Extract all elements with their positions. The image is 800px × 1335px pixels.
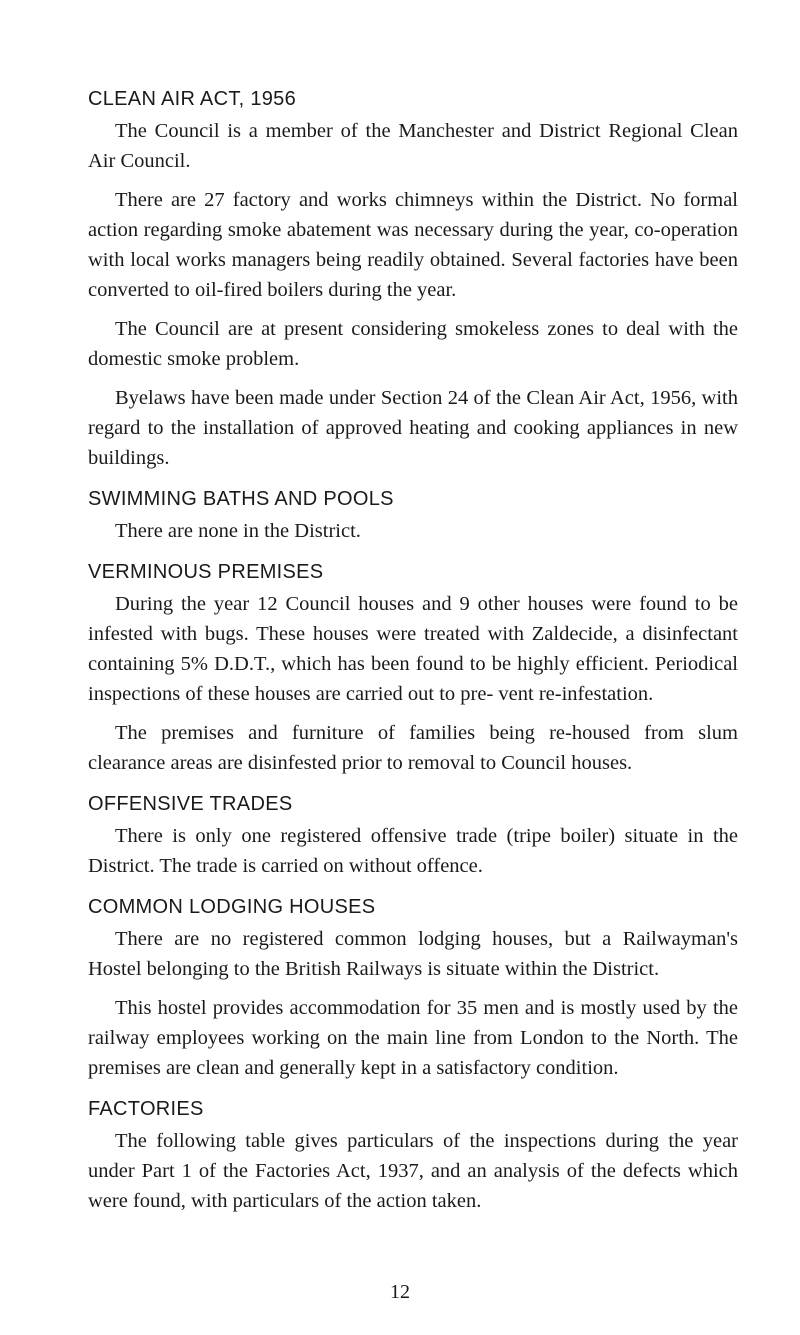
section-factories [88,1092,738,1216]
section-heading: COMMON LODGING HOUSES [88,896,376,918]
paragraph: The premises and furniture of families being re-housed from slum clearance areas are disinfested prior to removal to Council houses. [88,722,738,774]
paragraph: The Council is a member of the Manchester and District Regional Clean Air Council. [88,120,738,172]
section-heading: VERMINOUS PREMISES [88,561,324,583]
paragraph: There are none in the District. [115,520,361,542]
paragraph: Byelaws have been made under Section 24 of the Clean Air Act, 1956, with regard to the installation of approved heating and cooking appliances in new buildings. [88,387,738,469]
paragraph: There are no registered common lodging houses, but a Railwayman's Hostel belonging to the British Railways is situate within the District. [88,928,738,980]
section-swimming-baths [88,482,738,546]
section-heading: CLEAN AIR ACT, 1956 [88,88,297,110]
paragraph: There are 27 factory and works chimneys within the District. No formal action regarding smoke abatement was necessary during the year, co-operation with local works managers being readily obtained. Several factories have been converted to oil-fired boilers during the year. [88,189,738,301]
section-verminous-premises [88,555,738,778]
section-clean-air-act [88,82,738,473]
paragraph: During the year 12 Council houses and 9 other houses were found to be infested with bugs. These houses were treated with Zaldecide, a disinfectant containing 5% D.D.T., which has been found to be highly efficient. Periodical inspections of these houses are carried out to pre- vent re-infestation. [88,593,738,705]
section-heading: SWIMMING BATHS AND POOLS [88,488,394,510]
document-page [88,82,738,1225]
page-number: 12 [390,1281,410,1303]
paragraph: The Council are at present considering smokeless zones to deal with the domestic smoke problem. [88,318,738,370]
paragraph: There is only one registered offensive trade (tripe boiler) situate in the District. The trade is carried on without offence. [88,825,738,877]
section-heading: FACTORIES [88,1098,204,1120]
paragraph: The following table gives particulars of the inspections during the year under Part 1 of the Factories Act, 1937, and an analysis of the defects which were found, with particulars of the action taken. [88,1130,738,1212]
section-heading: OFFENSIVE TRADES [88,793,293,815]
section-common-lodging-houses [88,890,738,1083]
section-offensive-trades [88,787,738,881]
paragraph: This hostel provides accommodation for 35 men and is mostly used by the railway employees working on the main line from London to the North. The premises are clean and generally kept in a satisfactory condition. [88,997,738,1079]
